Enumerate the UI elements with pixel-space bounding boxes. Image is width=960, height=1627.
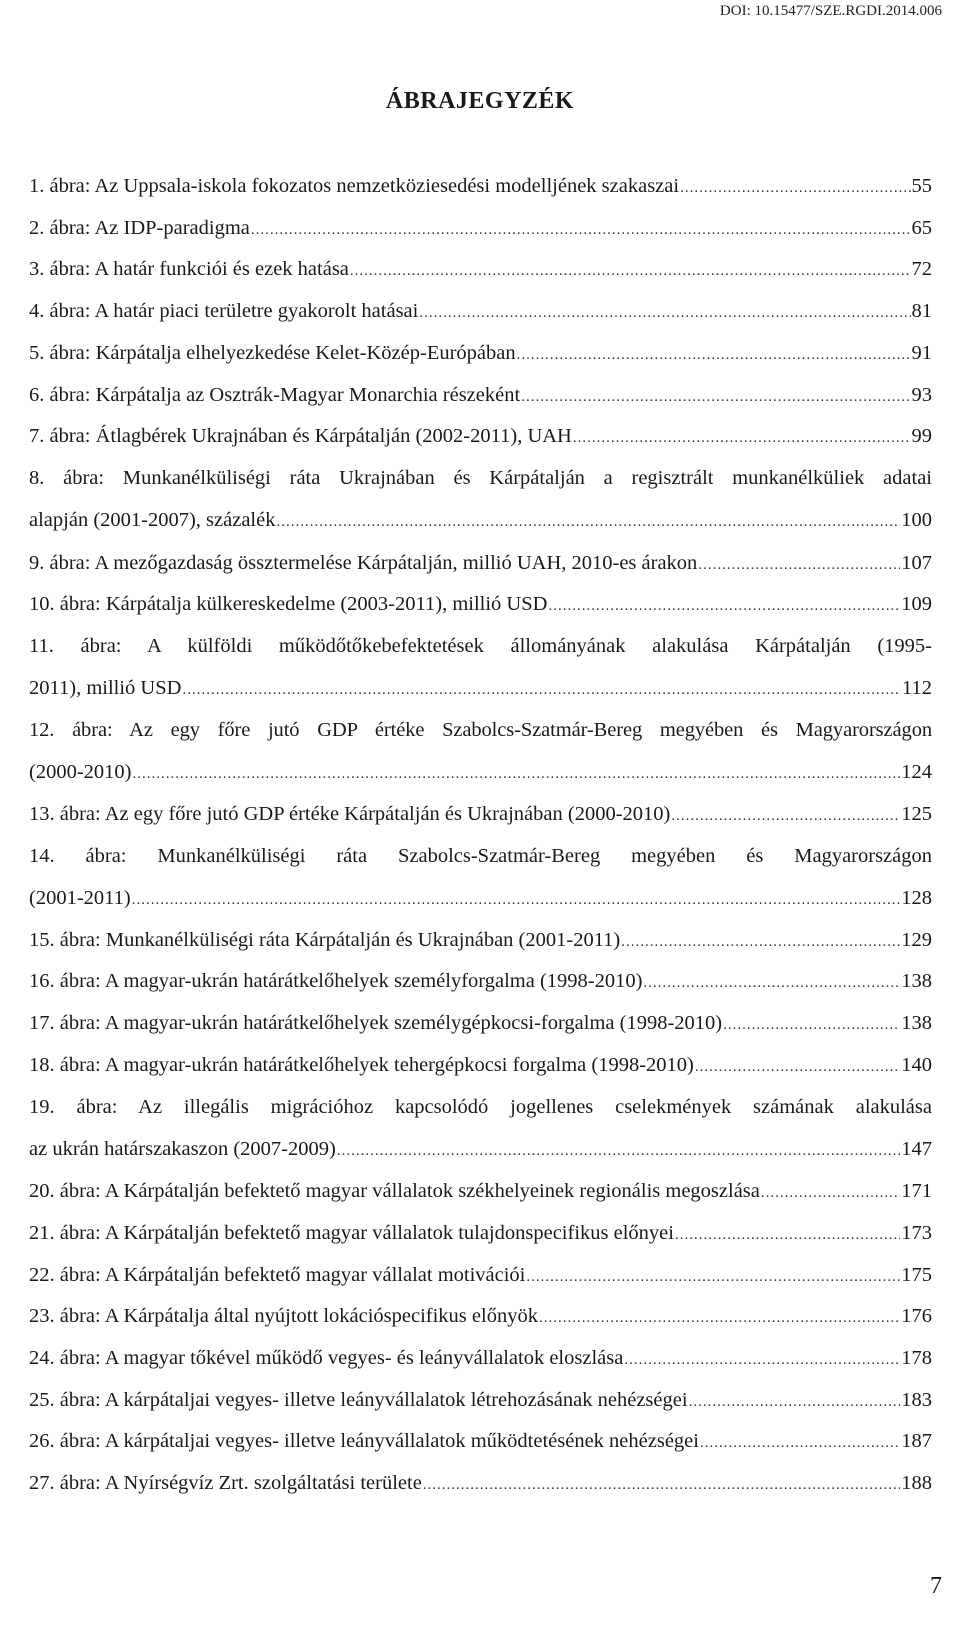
leader-dots [337,1138,900,1165]
entry-page: 138 [901,970,932,992]
leader-dots [689,1389,901,1416]
entry-text: 3. ábra: A határ funkciói és ezek hatása [29,258,349,280]
page-number: 7 [930,1573,942,1599]
toc-entry-16[interactable] [29,968,932,995]
entry-text-line1: 19. ábra: Az illegális migrációhoz kapcsolódó jogellenes cselekmények számának alakulása [29,1096,932,1118]
leader-dots [548,593,900,620]
leader-dots [419,300,910,327]
leader-dots [132,761,900,788]
toc-entry-2[interactable] [29,215,932,242]
entry-page: 171 [901,1180,932,1202]
entry-text: 25. ábra: A kárpátaljai vegyes- illetve leányvállalatok létrehozásának nehézségei [29,1389,688,1411]
toc-entry-20[interactable] [29,1178,932,1205]
toc-entry-19[interactable] [29,1094,932,1163]
entry-text-line1: 12. ábra: Az egy főre jutó GDP értéke Szabolcs-Szatmár-Bereg megyében és Magyarországon [29,719,932,741]
leader-dots [132,887,901,914]
entry-text: 26. ábra: A kárpátaljai vegyes- illetve leányvállalatok működtetésének nehézségei [29,1430,699,1452]
doi-header: DOI: 10.15477/SZE.RGDI.2014.006 [719,3,942,19]
leader-dots [761,1180,900,1207]
toc-entry-18[interactable] [29,1052,932,1079]
entry-text: 18. ábra: A magyar-ukrán határátkelőhelyek tehergépkocsi forgalma (1998-2010) [29,1054,694,1076]
leader-dots [671,803,900,830]
leader-dots [423,1472,900,1499]
leader-dots [539,1305,900,1332]
entry-page: 125 [901,803,932,825]
entry-text: 9. ábra: A mezőgazdaság össztermelése Kárpátalján, millió UAH, 2010-es árakon [29,552,698,574]
leader-dots [521,384,910,411]
toc-entry-15[interactable] [29,927,932,954]
toc-entry-4[interactable] [29,298,932,325]
entry-text: 22. ábra: A Kárpátalján befektető magyar vállalat motivációi [29,1264,526,1286]
leader-dots [723,1012,900,1039]
entry-text: (2001-2011) [29,887,131,909]
entry-page: 183 [901,1389,932,1411]
leader-dots [624,1347,900,1374]
entry-page: 99 [911,425,932,447]
leader-dots [643,970,900,997]
entry-page: 93 [911,384,932,406]
toc-entry-24[interactable] [29,1345,932,1372]
entry-text: 21. ábra: A Kárpátalján befektető magyar vállalatok tulajdonspecifikus előnyei [29,1222,674,1244]
leader-dots [526,1264,900,1291]
toc-entry-26[interactable] [29,1428,932,1455]
leader-dots [251,217,911,244]
entry-page: 188 [901,1472,932,1494]
entry-page: 91 [911,342,932,364]
leader-dots [182,677,901,704]
entry-text: 20. ábra: A Kárpátalján befektető magyar vállalatok székhelyeinek regionális megoszlása [29,1180,760,1202]
entry-text: 13. ábra: Az egy főre jutó GDP értéke Kárpátalján és Ukrajnában (2000-2010) [29,803,671,825]
leader-dots [680,175,910,202]
entry-page: 55 [911,175,932,197]
entry-page: 128 [901,887,932,909]
entry-text: 15. ábra: Munkanélküliségi ráta Kárpátalján és Ukrajnában (2001-2011) [29,929,621,951]
entry-page: 129 [901,929,932,951]
toc-entry-11[interactable] [29,633,932,702]
leader-dots [698,552,900,579]
entry-text: 17. ábra: A magyar-ukrán határátkelőhelyek személygépkocsi-forgalma (1998-2010) [29,1012,723,1034]
entry-text-line1: 14. ábra: Munkanélküliségi ráta Szabolcs-Szatmár-Bereg megyében és Magyarországon [29,845,932,867]
entry-page: 173 [901,1222,932,1244]
entry-page: 124 [901,761,932,783]
entry-page: 187 [901,1430,932,1452]
entry-text-line1: 8. ábra: Munkanélküliségi ráta Ukrajnában és Kárpátalján a regisztrált munkanélküliek adatai [29,467,932,489]
toc-entry-1[interactable] [29,173,932,200]
entry-page: 100 [901,509,932,531]
toc-entry-14[interactable] [29,843,932,912]
leader-dots [621,929,900,956]
entry-text: 23. ábra: A Kárpátalja által nyújtott lokációspecifikus előnyök [29,1305,538,1327]
entry-page: 112 [902,677,932,699]
entry-text: 1. ábra: Az Uppsala-iskola fokozatos nemzetköziesedési modelljének szakaszai [29,175,680,197]
toc-entry-13[interactable] [29,801,932,828]
leader-dots [695,1054,900,1081]
entry-text: 6. ábra: Kárpátalja az Osztrák-Magyar Monarchia részeként [29,384,521,406]
entry-page: 107 [901,552,932,574]
toc-entry-8[interactable] [29,465,932,534]
entry-text-line1: 11. ábra: A külföldi működőtőkebefektetések állományának alakulása Kárpátalján (1995- [29,635,932,657]
toc-entry-25[interactable] [29,1387,932,1414]
toc-entry-7[interactable] [29,423,932,450]
toc-entry-12[interactable] [29,717,932,786]
entry-text: 7. ábra: Átlagbérek Ukrajnában és Kárpátalján (2002-2011), UAH [29,425,572,447]
entry-page: 140 [901,1054,932,1076]
toc-entry-21[interactable] [29,1220,932,1247]
toc-entry-5[interactable] [29,340,932,367]
leader-dots [276,509,900,536]
leader-dots [675,1222,900,1249]
toc-entry-22[interactable] [29,1262,932,1289]
entry-page: 176 [901,1305,932,1327]
entry-page: 138 [901,1012,932,1034]
entry-text: 5. ábra: Kárpátalja elhelyezkedése Kelet-Közép-Európában [29,342,516,364]
entry-page: 72 [911,258,932,280]
toc-entry-10[interactable] [29,591,932,618]
toc-entry-3[interactable] [29,256,932,283]
leader-dots [517,342,911,369]
entry-text: 10. ábra: Kárpátalja külkereskedelme (2003-2011), millió USD [29,593,548,615]
entry-text: 2011), millió USD [29,677,182,699]
entry-text: 2. ábra: Az IDP-paradigma [29,217,250,239]
leader-dots [573,425,911,452]
toc-entry-6[interactable] [29,382,932,409]
entry-text: 16. ábra: A magyar-ukrán határátkelőhelyek személyforgalma (1998-2010) [29,970,643,992]
entry-text: (2000-2010) [29,761,132,783]
entry-text: alapján (2001-2007), százalék [29,509,276,531]
toc-entry-27[interactable] [29,1470,932,1497]
entry-text: 24. ábra: A magyar tőkével működő vegyes- és leányvállalatok eloszlása [29,1347,624,1369]
entry-page: 81 [911,300,932,322]
leader-dots [700,1430,900,1457]
page-title: ÁBRAJEGYZÉK [385,88,575,114]
entry-page: 109 [901,593,932,615]
entry-page: 175 [901,1264,932,1286]
entry-text: 4. ábra: A határ piaci területre gyakorolt hatásai [29,300,419,322]
entry-page: 65 [911,217,932,239]
entry-text: az ukrán határszakaszon (2007-2009) [29,1138,336,1160]
toc-entry-17[interactable] [29,1010,932,1037]
entry-page: 147 [901,1138,932,1160]
toc-entry-23[interactable] [29,1303,932,1330]
toc-entry-9[interactable] [29,550,932,577]
leader-dots [350,258,911,285]
entry-text: 27. ábra: A Nyírségvíz Zrt. szolgáltatási területe [29,1472,422,1494]
entry-page: 178 [901,1347,932,1369]
